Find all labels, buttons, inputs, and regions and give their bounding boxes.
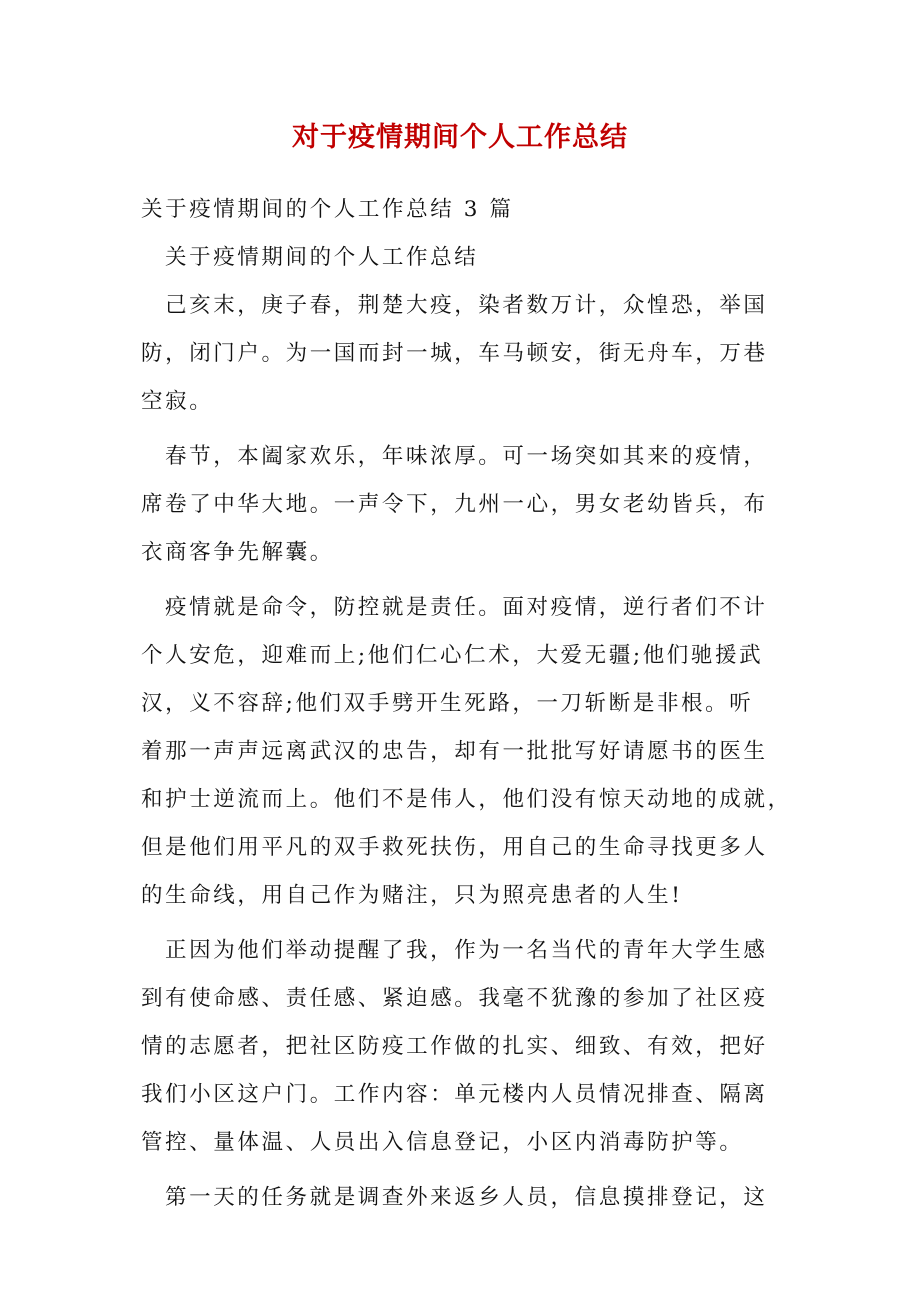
document-subtitle: 关于疫情期间的个人工作总结 3 篇: [141, 197, 514, 222]
text-line: 个人安危，迎难而上;他们仁心仁术，大爱无疆;他们驰援武: [141, 643, 764, 668]
text-line: 空寂。: [141, 389, 214, 414]
text-line: 第一天的任务就是调查外来返乡人员，信息摸排登记，这: [165, 1185, 768, 1210]
text-line: 汉，义不容辞;他们双手劈开生死路，一刀斩断是非根。听: [141, 691, 754, 716]
paragraph: [141, 927, 781, 1167]
text-line: 正因为他们举动提醒了我，作为一名当代的青年大学生感: [165, 938, 768, 963]
text-line: 情的志愿者，把社区防疫工作做的扎实、细致、有效，把好: [141, 1034, 768, 1059]
text-line: 着那一声声远离武汉的忠告，却有一批批写好请愿书的医生: [141, 739, 768, 764]
text-line: 和护士逆流而上。他们不是伟人，他们没有惊天动地的成就，: [141, 787, 792, 812]
document-title: 对于疫情期间个人工作总结: [292, 122, 628, 153]
text-line: 但是他们用平凡的双手救死扶伤，用自己的生命寻找更多人: [141, 835, 768, 860]
section-title: 关于疫情期间的个人工作总结: [165, 245, 479, 270]
article-body: [141, 282, 792, 1229]
text-line: 衣商客争先解囊。: [141, 540, 334, 565]
text-line: 席卷了中华大地。一声令下，九州一心，男女老幼皆兵，布: [141, 492, 768, 517]
text-line: 己亥末，庚子春，荆楚大疫，染者数万计，众惶恐，举国: [165, 293, 768, 318]
text-line: 疫情就是命令，防控就是责任。面对疫情，逆行者们不计: [165, 595, 768, 620]
paragraph: [141, 433, 781, 577]
text-line: 春节，本阖家欢乐，年味浓厚。可一场突如其来的疫情，: [165, 444, 768, 469]
paragraph: [141, 282, 781, 426]
text-line: 的生命线，用自己作为赌注，只为照亮患者的人生!: [141, 883, 683, 908]
text-line: 管控、量体温、人员出入信息登记，小区内消毒防护等。: [141, 1130, 744, 1155]
paragraph: [141, 1174, 781, 1222]
text-line: 防，闭门户。为一国而封一城，车马顿安，街无舟车，万巷: [141, 341, 768, 366]
text-line: 到有使命感、责任感、紧迫感。我毫不犹豫的参加了社区疫: [141, 986, 768, 1011]
paragraph: [141, 584, 792, 920]
text-line: 我们小区这户门。工作内容：单元楼内人员情况排查、隔离: [141, 1082, 768, 1107]
